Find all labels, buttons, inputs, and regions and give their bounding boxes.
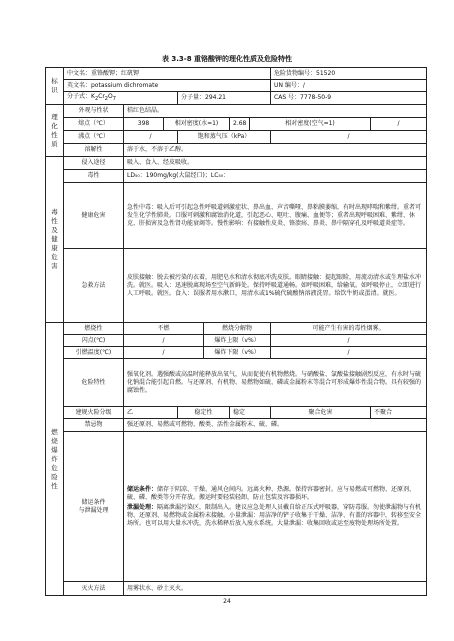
un-no-cell: UN 编号：/ xyxy=(271,80,427,92)
section-label: 标 识 xyxy=(51,77,58,95)
upper-limit-value: / xyxy=(271,335,427,347)
flammability-label: 燃烧性 xyxy=(64,323,124,335)
table-row xyxy=(46,144,427,157)
toxicity-value: LD₅₀：190mg/kg(大鼠经口)；LC₅₀： xyxy=(124,170,427,183)
firstaid-value: 皮肤接触：脱去被污染的衣着，用肥皂水和清水彻底冲洗皮肤。眼睛接触：提起眼睑，用流动清水或生理盐水冲洗。就医。吸入：迅速脱离现场至空气新鲜处。保持呼吸道通畅。如呼吸困难，给输氧。如呼吸停止，立即进行人工呼吸。就医。食入：误服者用水漱口，用清水或1%硫代硫酸钠溶液洗胃。给饮牛奶或蛋清。就医。 xyxy=(124,249,427,323)
table-row xyxy=(46,347,427,359)
property-table xyxy=(45,67,427,596)
health-value: 急性中毒：吸入后可引起急性呼吸道刺激症状、鼻出血、声音嘶哑、鼻粘膜萎缩，有时出现哮喘和紫绀。重者可发生化学性肺炎。口服可刺激和腐蚀消化道，引起恶心、呕吐、腹痛、血便等；重者出现呼吸困难、紫绀、休克、肝损害及急性肾功能衰竭等。慢性影响：有接触性皮炎、铬溃疡、鼻炎、鼻中隔穿孔及呼吸道炎症等。 xyxy=(124,183,427,249)
solubility-value: 溶于水，不溶于乙醇。 xyxy=(124,144,427,157)
stability-label: 稳定性 xyxy=(178,407,230,419)
table-row xyxy=(46,407,427,419)
route-label: 侵入途径 xyxy=(64,157,124,170)
polymer-value: 不聚合 xyxy=(371,407,427,419)
rel-density-water-label: 相对密度(水=1) xyxy=(164,118,230,131)
upper-limit-label: 爆炸上限（v%） xyxy=(204,335,271,347)
table-row xyxy=(46,249,427,323)
hazard-value: 强氧化剂。遇强酸或高温时能释放出氧气，从而促使有机物燃烧。与硝酸盐、氯酸盐接触剧烈反应，有水时与硫化钠混合能引起自燃。与还原剂、有机物、易燃物如硫、磷或金属粉末等混合可形成爆炸性混合物。具有较强的腐蚀性。 xyxy=(124,359,427,407)
page-number: 24 xyxy=(223,598,231,605)
formula-text: 分子式：K xyxy=(67,93,95,100)
table-row xyxy=(46,105,427,118)
mw-cell: 分子量：294.21 xyxy=(178,92,271,105)
rel-density-air-value: / xyxy=(371,118,427,131)
stability-value: 稳定 xyxy=(230,407,271,419)
storage-value xyxy=(124,432,427,582)
table-row xyxy=(46,323,427,335)
incompatible-label: 禁忌物 xyxy=(64,419,124,432)
storage-label-text: 储运条件 与泄漏处理 xyxy=(78,498,109,514)
section-toxicity xyxy=(46,157,64,323)
table-row xyxy=(46,170,427,183)
toxicity-label: 毒性 xyxy=(64,170,124,183)
bp-label: 沸点（℃） xyxy=(64,131,124,144)
table-row xyxy=(46,359,427,407)
table-row xyxy=(46,92,427,105)
cas-cell: CAS 号：7778-50-9 xyxy=(271,92,427,105)
table-row xyxy=(46,582,427,596)
table-row xyxy=(46,157,427,170)
leak-title: 泄漏处理： xyxy=(127,503,158,511)
table-row xyxy=(46,419,427,432)
lower-limit-value: / xyxy=(271,347,427,359)
flash-value: / xyxy=(124,335,204,347)
table-row xyxy=(46,335,427,347)
section-identification xyxy=(46,68,64,105)
section-label: 燃 烧 爆 炸 危 险 性 xyxy=(51,427,58,490)
formula-text: O xyxy=(107,93,113,100)
formula-cell xyxy=(64,92,178,105)
solubility-label: 溶解性 xyxy=(64,144,124,157)
storage-title: 储运条件： xyxy=(127,485,158,493)
storage-paragraph xyxy=(127,486,423,502)
leak-text: 隔离泄漏污染区，限制出入。建议应急处理人员戴自给正压式呼吸器，穿防毒服。勿使泄漏物与有机物、还原剂、易燃物或金属粉末接触。小量泄漏：用洁净的铲子收集于干燥、洁净、有盖的容器中，转移至安全场所。也可以用大量水冲洗，洗水稀释后放入废水系统。大量泄漏：收集回收或运至废物处理场所处置。 xyxy=(127,503,422,527)
hazard-label: 危险特性 xyxy=(64,359,124,407)
formula-sub: 2 xyxy=(94,96,99,103)
formula-sub: 2 xyxy=(104,96,108,103)
decomposition-value: 可能产生有害的毒性烟雾。 xyxy=(271,323,427,335)
extinguish-value: 用雾状水、砂土灭火。 xyxy=(124,582,427,596)
polymer-label: 聚合危害 xyxy=(271,407,371,419)
table-title: 表 3.3-8 重铬酸钾的理化性质及危险特性 xyxy=(161,55,293,63)
en-name-cell: 英文名：potassium dichromate xyxy=(64,80,271,92)
firstaid-label: 急救方法 xyxy=(64,249,124,323)
rel-density-water-value: 2.68 xyxy=(230,118,250,131)
table-row xyxy=(46,131,427,144)
rel-density-air-label: 相对密度(空气=1) xyxy=(250,118,371,131)
table-row xyxy=(46,183,427,249)
formula-text: Cr xyxy=(98,93,105,100)
section-physchem xyxy=(46,105,64,157)
leak-paragraph xyxy=(127,504,423,528)
appearance-label: 外观与性状 xyxy=(64,105,124,118)
formula-sub: 7 xyxy=(112,96,116,103)
cn-name-cell: 中文名：重铬酸钾；红矾钾 xyxy=(64,68,271,80)
table-row xyxy=(46,118,427,131)
decomposition-label: 燃烧分解物 xyxy=(204,323,271,335)
section-label: 毒 性 及 健 康 危 害 xyxy=(51,208,58,271)
ignition-value: / xyxy=(124,347,204,359)
flammability-value: 不燃 xyxy=(124,323,204,335)
health-label: 健康危害 xyxy=(64,183,124,249)
fire-class-label: 建规火险分级 xyxy=(64,407,124,419)
mp-value: 398 xyxy=(124,118,164,131)
incompatible-value: 强还原剂、易燃或可燃物、酸类、活性金属粉末、硫、磷。 xyxy=(124,419,427,432)
extinguish-label: 灭火方法 xyxy=(64,582,124,596)
storage-text: 储存于阴凉、干燥、通风仓间内。远离火种、热源。保持容器密封。应与易燃或可燃物、还原剂、硫、磷、酸类等分开存放。搬运时要轻装轻卸，防止包装及容器损坏。 xyxy=(127,485,416,501)
storage-label xyxy=(64,432,124,582)
bp-value: / xyxy=(124,131,178,144)
hazard-no-cell: 危险货物编号：51520 xyxy=(271,68,427,80)
flash-label: 闪点(℃) xyxy=(64,335,124,347)
table-row xyxy=(46,80,427,92)
table-row xyxy=(46,432,427,582)
section-label: 理 化 性 质 xyxy=(51,112,58,148)
route-value: 吸入、食入、经皮吸收。 xyxy=(124,157,427,170)
table-row xyxy=(46,68,427,80)
appearance-value: 桔红色结晶。 xyxy=(124,105,427,118)
vapor-label: 饱和蒸气压（kPa） xyxy=(178,131,271,144)
ignition-label: 引燃温度(℃) xyxy=(64,347,124,359)
vapor-value: / xyxy=(271,131,427,144)
fire-class-value: 乙 xyxy=(124,407,178,419)
mp-label: 熔点（℃） xyxy=(64,118,124,131)
lower-limit-label: 爆炸下限（v%） xyxy=(204,347,271,359)
section-fire xyxy=(46,323,64,596)
